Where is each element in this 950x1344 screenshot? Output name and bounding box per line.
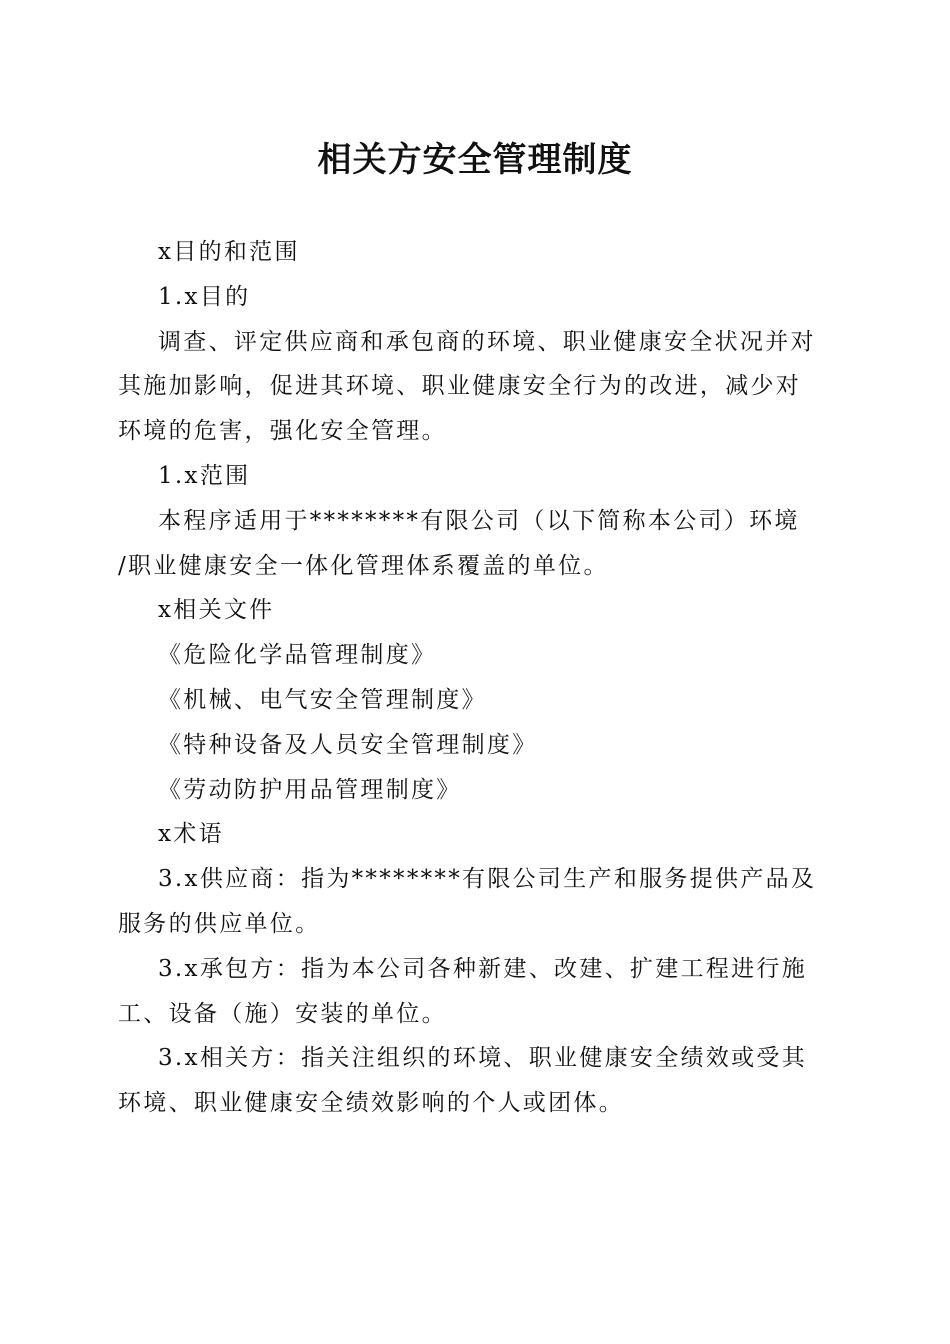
text-line: 调查、评定供应商和承包商的环境、职业健康安全状况并对 bbox=[158, 328, 816, 355]
text-line: 服务的供应单位。 bbox=[118, 910, 321, 937]
subheading-purpose bbox=[118, 275, 824, 320]
text-line: x相关文件 bbox=[158, 597, 275, 624]
document-title: 相关方安全管理制度 bbox=[317, 140, 633, 180]
term-definition-contractor bbox=[118, 947, 824, 1037]
text-line: 工、设备（施）安装的单位。 bbox=[118, 1000, 447, 1027]
related-document-item bbox=[118, 678, 824, 723]
document-body bbox=[118, 230, 824, 1126]
text-line: 《危险化学品管理制度》 bbox=[158, 642, 437, 669]
related-document-item bbox=[118, 768, 824, 813]
text-line: 环境、职业健康安全绩效影响的个人或团体。 bbox=[118, 1090, 624, 1117]
term-definition-interested-party bbox=[118, 1036, 824, 1126]
text-line: 1.x范围 bbox=[158, 462, 251, 489]
text-line: /职业健康安全一体化管理体系覆盖的单位。 bbox=[118, 552, 609, 579]
term-definition-supplier bbox=[118, 857, 824, 947]
text-line: 3.x相关方：指关注组织的环境、职业健康安全绩效或受其 bbox=[158, 1045, 808, 1072]
related-document-item bbox=[118, 723, 824, 768]
text-line: x术语 bbox=[158, 821, 224, 848]
text-line: 《劳动防护用品管理制度》 bbox=[158, 776, 462, 803]
text-line: 3.x承包方：指为本公司各种新建、改建、扩建工程进行施 bbox=[158, 955, 808, 982]
related-document-item bbox=[118, 633, 824, 678]
text-line: 其施加影响，促进其环境、职业健康安全行为的改进，减少对 bbox=[118, 373, 802, 400]
text-line: 《机械、电气安全管理制度》 bbox=[158, 686, 487, 713]
text-line: 本程序适用于********有限公司（以下简称本公司）环境 bbox=[158, 507, 800, 534]
section-heading-purpose-scope bbox=[118, 230, 824, 275]
section-heading-related-documents bbox=[118, 588, 824, 633]
text-line: x目的和范围 bbox=[158, 239, 300, 265]
text-line: 环境的危害，强化安全管理。 bbox=[118, 418, 447, 445]
subheading-scope bbox=[118, 454, 824, 499]
text-line: 《特种设备及人员安全管理制度》 bbox=[158, 731, 538, 758]
paragraph-purpose bbox=[118, 320, 824, 454]
paragraph-scope bbox=[118, 499, 824, 589]
text-line: 3.x供应商：指为********有限公司生产和服务提供产品及 bbox=[158, 866, 817, 893]
text-line: 1.x目的 bbox=[158, 283, 251, 310]
section-heading-terms bbox=[118, 812, 824, 857]
